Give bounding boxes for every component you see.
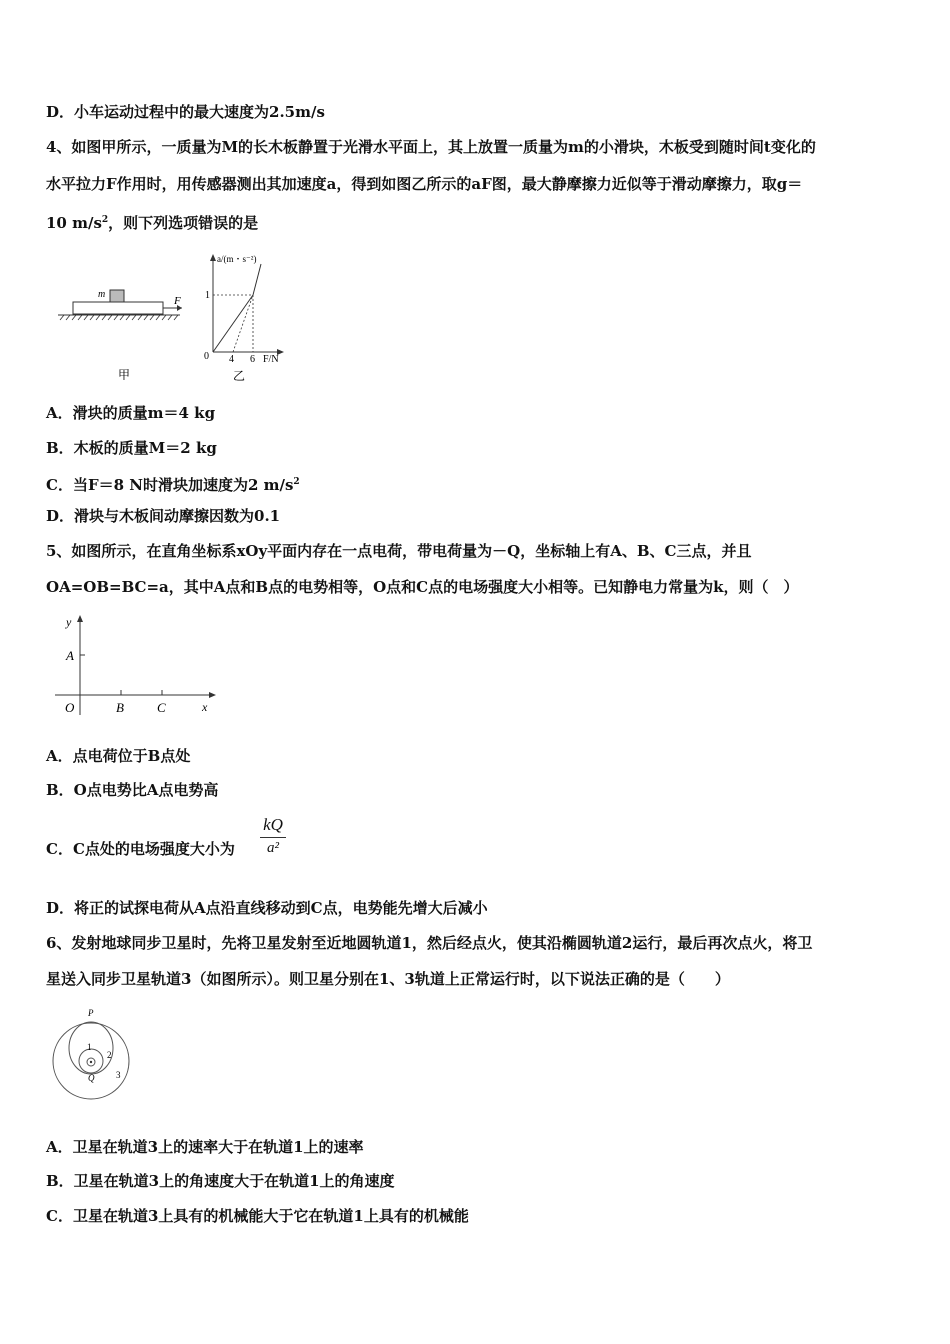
q4-stem-sup: 2 xyxy=(101,215,109,225)
q4-stem-line3 xyxy=(46,210,258,233)
q5-a-label: A xyxy=(66,648,74,663)
q5-option-b: B．O点电势比A点电势高 xyxy=(46,781,219,799)
q5-figure-axes xyxy=(50,610,225,720)
q5-fraction-denominator: a² xyxy=(267,840,279,856)
q4-jia-caption: 甲 xyxy=(118,368,131,380)
q5-option-c-fraction xyxy=(260,815,286,857)
q4-yi-x-tick-4: 4 xyxy=(229,354,234,365)
q4-option-c-text: C．当F＝8 N时滑块加速度为2 m/s xyxy=(46,476,294,494)
q6-stem-line2: 星送入同步卫星轨道3（如图所示）。则卫星分别在1、3轨道上正常运行时，以下说法正确的是（ ） xyxy=(46,970,730,988)
q4-option-c-sup: 2 xyxy=(293,477,300,487)
q5-stem-line2: OA=OB=BC=a，其中A点和B点的电势相等，O点和C点的电场强度大小相等。已知静电力常量为k，则（ ） xyxy=(46,578,799,596)
q4-yi-caption: 乙 xyxy=(233,369,246,383)
q6-p-label: P xyxy=(88,1008,94,1018)
q5-stem-line1: 5、如图所示，在直角坐标系xOy平面内存在一点电荷，带电荷量为－Q，坐标轴上有A、B、C三点，并且 xyxy=(46,542,752,560)
q4-jia-force-label: F xyxy=(174,295,181,307)
q6-option-a: A．卫星在轨道3上的速率大于在轨道1上的速率 xyxy=(46,1138,364,1156)
q6-stem-line1: 6、发射地球同步卫星时，先将卫星发射至近地圆轨道1，然后经点火，使其沿椭圆轨道2运行，最后再次点火，将卫 xyxy=(46,934,813,952)
q4-yi-x-tick-6: 6 xyxy=(250,354,255,365)
q4-stem-line1: 4、如图甲所示，一质量为M的长木板静置于光滑水平面上，其上放置一质量为m的小滑块，木板受到随时间t变化的 xyxy=(46,138,816,156)
q6-option-c: C．卫星在轨道3上具有的机械能大于它在轨道1上具有的机械能 xyxy=(46,1207,469,1225)
q4-figure-yi xyxy=(198,250,298,385)
q4-stem-unit: 10 m/s xyxy=(46,214,102,232)
q5-c-label: C xyxy=(157,700,166,715)
q4-yi-x-label: F/N xyxy=(263,354,279,365)
q4-figure-jia xyxy=(50,280,190,380)
q6-orbit3-label: 3 xyxy=(116,1070,121,1080)
q4-yi-y-label: a/(m・s⁻²) xyxy=(217,254,257,264)
q4-jia-block-label: m xyxy=(98,289,106,300)
q4-option-c xyxy=(46,472,300,495)
q5-option-d: D．将正的试探电荷从A点沿直线移动到C点，电势能先增大后减小 xyxy=(46,899,488,917)
q5-option-c: C．C点处的电场强度大小为 xyxy=(46,840,235,858)
q6-q-label: Q xyxy=(88,1073,95,1083)
q6-option-b: B．卫星在轨道3上的角速度大于在轨道1上的角速度 xyxy=(46,1172,395,1190)
q5-fraction-numerator: kQ xyxy=(260,815,286,838)
q6-orbit1-label: 1 xyxy=(87,1042,92,1052)
q4-option-a: A．滑块的质量m＝4 kg xyxy=(46,404,216,422)
q4-stem-tail: ，则下列选项错误的是 xyxy=(108,214,259,232)
q5-x-label: x xyxy=(202,700,208,714)
q5-y-label: y xyxy=(66,615,72,629)
q5-origin-label: O xyxy=(65,700,75,715)
q4-stem-line2: 水平拉力F作用时，用传感器测出其加速度a，得到如图乙所示的aF图，最大静摩擦力近似等于滑动摩擦力，取g＝ xyxy=(46,175,803,193)
q3-option-d: D．小车运动过程中的最大速度为2.5m/s xyxy=(46,103,325,121)
q4-yi-y-tick: 1 xyxy=(205,290,210,301)
q6-figure-orbits xyxy=(48,1005,138,1105)
q4-option-b: B．木板的质量M＝2 kg xyxy=(46,439,217,457)
q5-option-a: A．点电荷位于B点处 xyxy=(46,747,191,765)
q4-yi-origin: 0 xyxy=(204,351,209,362)
q6-orbit2-label: 2 xyxy=(107,1050,112,1060)
q5-b-label: B xyxy=(116,700,124,715)
q4-option-d: D．滑块与木板间动摩擦因数为0.1 xyxy=(46,507,281,525)
